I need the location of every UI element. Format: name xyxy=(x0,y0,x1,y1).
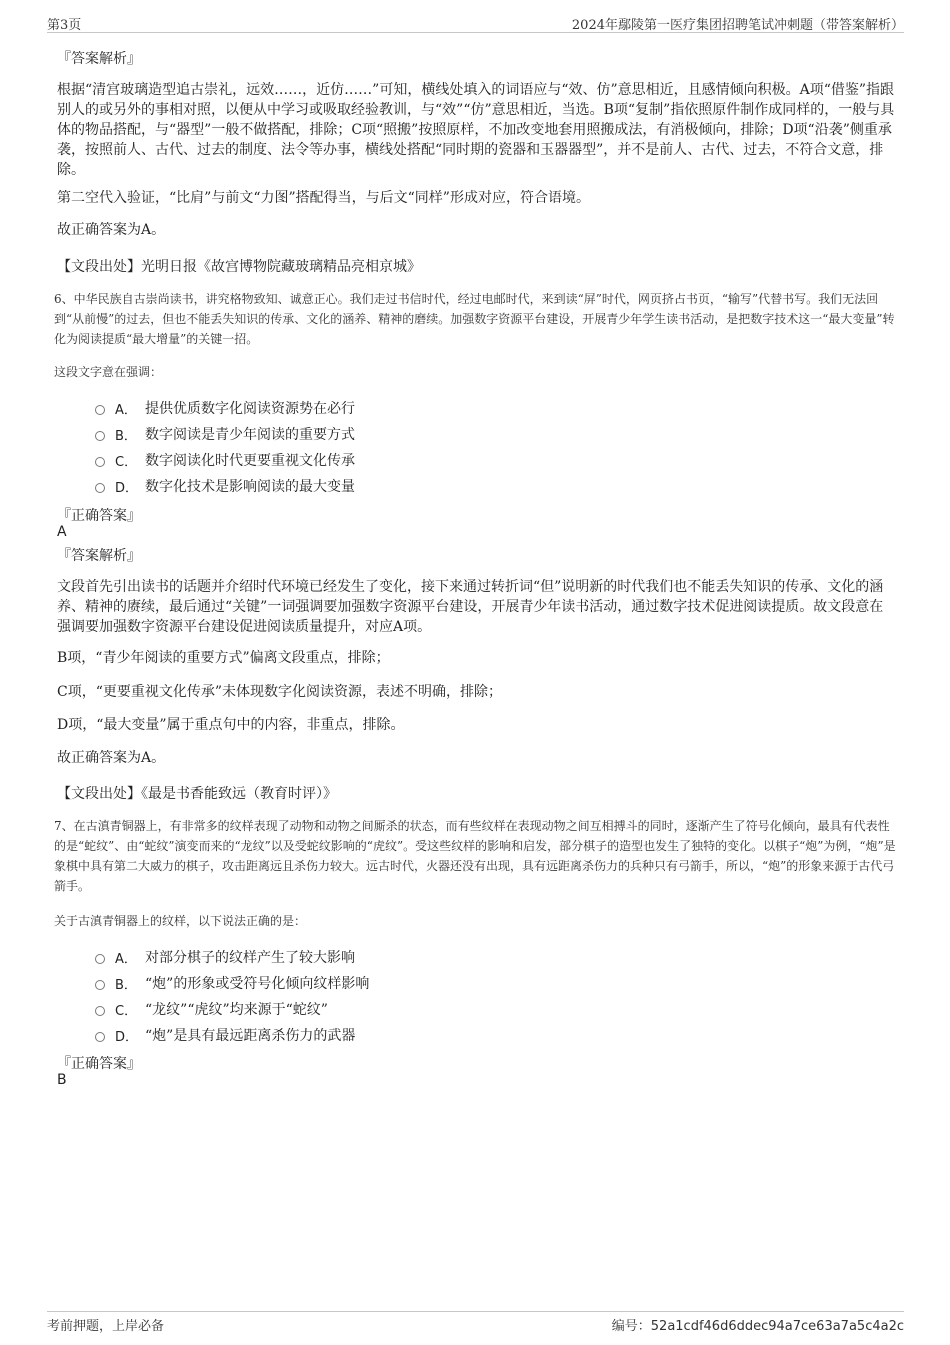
radio-icon[interactable] xyxy=(95,1006,105,1016)
options-list xyxy=(95,395,355,499)
analysis-paragraph: D项，“最大变量”属于重点句中的内容，非重点，排除。 xyxy=(57,717,405,733)
option-text: “炮”的形象或受符号化倾向纹样影响 xyxy=(145,976,370,992)
page-number: 第3页 xyxy=(47,18,82,33)
analysis-paragraph: C项，“更要重视文化传承”未体现数字化阅读资源，表述不明确，排除； xyxy=(57,684,503,700)
option-text: “炮”是具有最远距离杀伤力的武器 xyxy=(145,1028,356,1044)
document-title: 2024年鄢陵第一医疗集团招聘笔试冲刺题（带答案解析） xyxy=(571,18,904,33)
radio-icon[interactable] xyxy=(95,405,105,415)
footer-slogan: 考前押题，上岸必备 xyxy=(47,1319,165,1334)
analysis-paragraph: 根据“清宫玻璃造型追古崇礼，远效……，近仿……”可知，横线处填入的词语应与“效、仿”意思相近，且感情倾向积极。A项“借鉴”指跟别人的或另外的事相对照，以便从中学习或吸取经验教训，与“效”“仿”意思相近，当选。B项“复制”指依照原件制作成同样的，一般与具体的物品搭配，与“器型”一般不做搭配，排除；C项“照搬”按照原样，不加改变地套用照搬成法，有消极倾向，排除；D项“沿袭”侧重承袭，按照前人、古代、过去的制度、法令等办事，横线处搭配“同时期的瓷器和玉器器型”，并不是前人、古代、过去，不符合文意，排除。 xyxy=(57,82,895,178)
document-code: 编号：52a1cdf46d6ddec94a7ce63a7a5c4a2c xyxy=(611,1319,904,1334)
radio-icon[interactable] xyxy=(95,457,105,467)
option-text: 提供优质数字化阅读资源势在必行 xyxy=(145,401,355,417)
answer-label: 『正确答案』 xyxy=(57,1056,141,1072)
option-text: 数字化技术是影响阅读的最大变量 xyxy=(145,479,355,495)
analysis-label: 『答案解析』 xyxy=(57,548,141,564)
radio-icon[interactable] xyxy=(95,1032,105,1042)
option-d[interactable]: D． “炮”是具有最远距离杀伤力的武器 xyxy=(95,1022,369,1048)
option-text: 数字阅读是青少年阅读的重要方式 xyxy=(145,427,355,443)
question-prompt: 关于古滇青铜器上的纹样，以下说法正确的是： xyxy=(54,914,307,928)
option-a[interactable]: A． 对部分棋子的纹样产生了较大影响 xyxy=(95,944,369,970)
option-d[interactable]: D． 数字化技术是影响阅读的最大变量 xyxy=(95,473,355,499)
radio-icon[interactable] xyxy=(95,431,105,441)
question-passage: 7、在古滇青铜器上，有非常多的纹样表现了动物和动物之间厮杀的状态，而有些纹样在表现动物之间互相搏斗的同时，逐渐产生了符号化倾向，最具有代表性的是“蛇纹”、由“蛇纹”演变而来的“龙纹”以及受蛇纹影响的“虎纹”。受这些纹样的影响和启发，部分棋子的造型也发生了独特的变化。以棋子“炮”为例，“炮”是象棋中具有第二大威力的棋子，攻击距离远且杀伤力较大。远古时代，火器还没有出现，具有远距离杀伤力的兵种只有弓箭手，所以，“炮”的形象来源于古代弓箭手。 xyxy=(54,819,896,893)
option-text: “龙纹”“虎纹”均来源于“蛇纹” xyxy=(145,1002,328,1018)
radio-icon[interactable] xyxy=(95,980,105,990)
option-a[interactable]: A． 提供优质数字化阅读资源势在必行 xyxy=(95,395,355,421)
question-passage: 6、中华民族自古崇尚读书，讲究格物致知、诚意正心。我们走过书信时代，经过电邮时代，来到读“屏”时代，网页挤占书页，“输写”代替书写。我们无法回到“从前慢”的过去，但也不能丢失知识的传承、文化的涵养、精神的磨续。加强数字资源平台建设，开展青少年学生读书活动，是把数字技术这一“最大变量”转化为阅读提质“最大增量”的关键一招。 xyxy=(54,292,895,346)
radio-icon[interactable] xyxy=(95,483,105,493)
analysis-paragraph: 故正确答案为A。 xyxy=(57,222,166,238)
option-c[interactable]: C． “龙纹”“虎纹”均来源于“蛇纹” xyxy=(95,996,369,1022)
option-b[interactable]: B． 数字阅读是青少年阅读的重要方式 xyxy=(95,421,355,447)
page-header xyxy=(47,12,904,33)
page-footer xyxy=(47,1311,904,1334)
option-text: 数字阅读化时代更要重视文化传承 xyxy=(145,453,355,469)
analysis-paragraph: 文段首先引出读书的话题并介绍时代环境已经发生了变化，接下来通过转折词“但”说明新的时代我们也不能丢失知识的传承、文化的涵养、精神的赓续，最后通过“关键”一词强调要加强数字资源平台建设，开展青少年读书活动，通过数字技术促进阅读提质。故文段意在强调要加强数字资源平台建设促进阅读质量提升，对应A项。 xyxy=(57,579,884,635)
analysis-paragraph: 第二空代入验证，“比肩”与前文“力图”搭配得当，与后文“同样”形成对应，符合语境。 xyxy=(57,190,590,206)
analysis-paragraph: 故正确答案为A。 xyxy=(57,750,166,766)
source-citation: 【文段出处】《最是书香能致远（教育时评）》 xyxy=(57,786,337,802)
analysis-paragraph: B项，“青少年阅读的重要方式”偏离文段重点，排除； xyxy=(57,650,390,666)
radio-icon[interactable] xyxy=(95,954,105,964)
option-c[interactable]: C． 数字阅读化时代更要重视文化传承 xyxy=(95,447,355,473)
answer-label: 『正确答案』 xyxy=(57,508,141,524)
answer-value: A xyxy=(57,524,67,540)
option-text: 对部分棋子的纹样产生了较大影响 xyxy=(145,950,355,966)
source-citation: 【文段出处】光明日报《故宫博物院藏玻璃精品亮相京城》 xyxy=(57,259,421,275)
option-b[interactable]: B． “炮”的形象或受符号化倾向纹样影响 xyxy=(95,970,369,996)
answer-value: B xyxy=(57,1072,67,1088)
question-prompt: 这段文字意在强调： xyxy=(54,365,163,379)
options-list xyxy=(95,944,369,1048)
analysis-label: 『答案解析』 xyxy=(57,51,141,67)
